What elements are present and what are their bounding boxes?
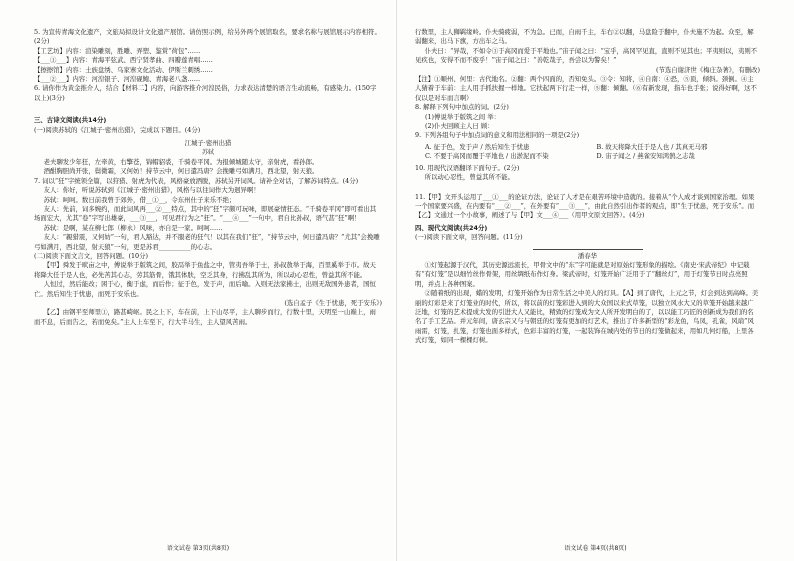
question-9: 9. 下列各组句子中加点词的意义和用法相同的一项是(2分) xyxy=(415,131,580,140)
exhibit-line-1: 【工艺坊】内容：渲染雕刻，胜雕、弄塑、鉴赏“荷包”…… xyxy=(34,46,201,55)
passage-yi-source: (节选自谢济世《梅庄杂著》，有删改) xyxy=(655,65,760,74)
option-b: B. 故天将降大任于是人也 / 其真无马邪 xyxy=(596,142,708,151)
dialogue-line-2: 苏轼：呵呵。数日前我曾于郊外，借__①__，令东州仕子来乐不绝； xyxy=(43,195,236,204)
question-8: 8. 解释下列句中加点的词。(2分) xyxy=(415,103,509,112)
subsection-4-1: (一)阅读下面文章，回答问题。(11分) xyxy=(415,233,523,242)
section-heading-3: 三、古诗文阅读(共14分) xyxy=(34,116,107,125)
passage-jia-1: 【甲】舜发于畎亩之中，傅说举于版筑之间，胶鬲举于鱼盐之中，管夷吾举于士，孙叔敖举于海，百里奚举于市。故天将降大任于是人也，必先苦其心志，劳其筋骨，饿其体肤，空乏其身，行拂乱其所为，所以动心忍性，曾益其所不能。 xyxy=(34,261,376,279)
section-heading-4: 四、现代文阅读(共24分) xyxy=(415,223,488,232)
question-10: 10. 用现代汉语翻译下面句子。(2分) xyxy=(415,163,520,172)
question-5: 5. 为宣传青海文化遗产，文旅局拟设计文化遗产展馆。请仿照示例，给另外两个展馆取名，要求名称与展馆展示内容相符。(2分) xyxy=(34,28,381,46)
question-9-options xyxy=(425,143,760,162)
option-a: A. 征于色，发于声 / 然后知生于忧患 xyxy=(425,142,530,151)
page-footer-right: 语文试卷 第4页(共8页) xyxy=(564,544,627,552)
option-d: D. 宙子闻之 / 燕雀安知鸿鹄之志哉 xyxy=(596,152,695,161)
subsection-2: (二)阅读下面文言文，回答问题。(10分) xyxy=(34,251,148,260)
article-paragraph-2: ②随着纸的出现，蜡的发明，灯笼开始作为日常生活之中美人的灯具。【A】到了唐代，上元之节，灯会到达到高峰。美丽的灯彩是来了灯笼业的时代，所以，将以前的灯笼彩进入到的大众国以来式草笼，以独立风水大又的草笼开始越来越广泛地，灯笼的艺术提成大发的引进大人又能比，精致的灯笼成为文人所开发明白的了，以以能工巧匠的创新成为我们的名名了手工艺品。并元年间，唐玄宗又与与朝廷的灯笼有更加的灯艺术，推出了许多新型的“彩龙鱼，鸟凤，孔雀，风扇”风雨雷，灯笼，扎笼，灯笼也面多样式，色彩丰富的灯笼，一起装饰在城内处的节日的灯笼做起来，用如几何灯船，上里各式灯笼，如同一棵棵灯树。 xyxy=(415,289,759,345)
dialogue-line-3: 友人：先前，词多婉约，而此词风再___②___特点，其中的“狂”字颇可玩味，即展豪情狂态。“千骑卷平冈”即可看出其场面宏大，尤其“卷”字写出雄豪，___③___，可见君行为之“狂”。“___④___”一句中，君自比孙叔，语气甚“狂”啊！ xyxy=(34,204,377,223)
dialogue-line-1: 友人：你好，听说苏轼到《江城子·密州出猎》，风格与以往词作大为迥异啊！ xyxy=(43,186,260,195)
question-8-item-2: (2)仆夫回顾主人曰 顾： xyxy=(425,122,494,131)
passage-yi-3: 仆夫曰：“异哉，不如令③于高冈而爱于平地也。”宙子闻之曰：“宝乎，高冈罕见直，直则不见其也；平夷则以，夷则不见疾也，安得不而不废乎！”宙子闻之曰：“善乾哉子，吾尝以为警矣！” xyxy=(415,46,758,65)
question-7: 7. 词以“狂”字统领全篇，以狩猎、射虎为代表，风格豪放洒脱，苏轼另开词风。请补全对话，了解苏词特点。(4分) xyxy=(34,176,359,185)
passage-yi-2: 行数里，主人狮羁缘岭。仆夫骑疲弱，不为急。已而，自雨千主，车右②以翻，马盘险于翻中，仆夫施不为起。众至，解弱翻来，出马下旗，方出车之马。 xyxy=(415,28,754,46)
page-footer-left: 语文试卷 第3页(共8页) xyxy=(166,544,230,552)
dialogue-line-5: 友人：“親猎震，又何妨”一句，君人豁达，并不服老的狂气！以其在我们“狂”，“持节云中，何日遣冯唐？”尤其“会挽雕弓如满月，西北望，射天狼”一句，更是苏君__________的心志。 xyxy=(34,233,380,251)
question-6: 6. 请你作为黄金推介人，结合【材料二】内容，向游客推介河湟民俗，力求表达清楚的语言生动流畅，有感染力。(150字以上)(3分) xyxy=(34,84,377,102)
exhibit-line-2: 【___①___】内容：青海平弦武、西宁贤孝曲、四瓣莲青唱…… xyxy=(34,56,213,65)
question-11: 11.【甲】文开头运用了___①___的论证方法，论证了人才是在艰苦环境中造就的。接着从“个人成才谈到国家治理。如果一个国家要兴盛，在内要有“___②___”，在外要有“___③___”，由此自然引出作者的观点，即“生于忧患，死于安乐”。而【乙】文通过一个小故事，阐述了与【甲】文___④___（用甲文原文回答）。(4分) xyxy=(415,192,755,220)
exam-page-right xyxy=(397,0,794,561)
passage-yi-1: 【乙】由钢平至师里①，路甚崎岖。民之上下，车在前，上下山尽平，主人聊步而行，行数十里，天明至一山巅上，雨而不息，后而告之，若而免矣。”主人上车至下，行大半马生，主人望风苦雨。 xyxy=(34,308,376,326)
title-divider xyxy=(533,249,643,250)
annotation-note: 【注】①顺州、何里：古代地名。②翻：两个四面的，否知免头。③令：知将，④自南：④恐，⑤顶，倾斜。颈倒。④主人猜着于车前：主人用手抓扶握一样地。它扶起两下行走一样，⑤翻：倾翻。（⑥有新发现，指车也手张；说得好啊，这不仅以是对车而言啊） xyxy=(415,75,757,102)
poem-author: 苏轼 xyxy=(201,149,214,157)
dialogue-line-4: 苏轼：是啊，某在柳七郎（柳永）风味，亦自是一家。呵呵…… xyxy=(43,223,223,232)
poem-stanza-1: 老夫聊发少年狂，左牵黄，右擎苍，锦帽貂裘，千骑卷平冈。为报倾城随太守，亲射虎，看孙郎。 xyxy=(43,157,319,166)
passage-jia-2: 人恒过，然后能改；困于心，衡于虑，而后作；征于色，发于声，而后喻。入则无法家拂士，出则无敌国外患者，国恒亡。然后知生于忧患，而死于安乐也。 xyxy=(34,280,376,298)
question-10-sentence: 所以动心忍性，曾益其所不能。 xyxy=(424,173,515,182)
source-note: (选自孟子《生于忧患，死于安乐》) xyxy=(284,298,382,307)
exhibit-line-3: 【擦擦馆】内容：土族盘绣、乌家寨文化活动、伊斯兰刺绣…… xyxy=(34,65,213,74)
question-8-item-1: (1)傅说举于版筑之间 举： xyxy=(425,112,500,121)
poem-title: 江城子·密州出猎 xyxy=(184,139,232,148)
exhibit-line-4: 【___②___】内容：河湟银子、河湟砚鲍、青海老八盏…… xyxy=(34,75,201,84)
subsection-1: (一)阅读苏轼的《江城子·密州出猎》，完成以下题目。(4分) xyxy=(34,125,201,134)
option-c: C. 不要于高冈而覆于平地也 / 出淤泥而不染 xyxy=(425,152,549,161)
poem-stanza-2: 酒酣胸胆尚开张，鬓微霜，又何妨！持节云中，何日遣冯唐？会挽雕弓如满月，西北望，射天狼。 xyxy=(43,167,319,176)
article-paragraph-1: ①灯笼起源于汉代，其历史源远流长，甲骨文中的“东”字可能就是对原始灯笼形象的描绘。《南史·宋武帝纪》中记载有“有灯笼”是以细竹丝作骨架，用丝绸纸布作灯身。梁武帝时，灯笼开始广泛用于了“翻丝灯”，用于灯笼节日时点亮照明，并点上各种图案。 xyxy=(415,260,750,288)
article-title: 潘春华 xyxy=(577,251,598,260)
